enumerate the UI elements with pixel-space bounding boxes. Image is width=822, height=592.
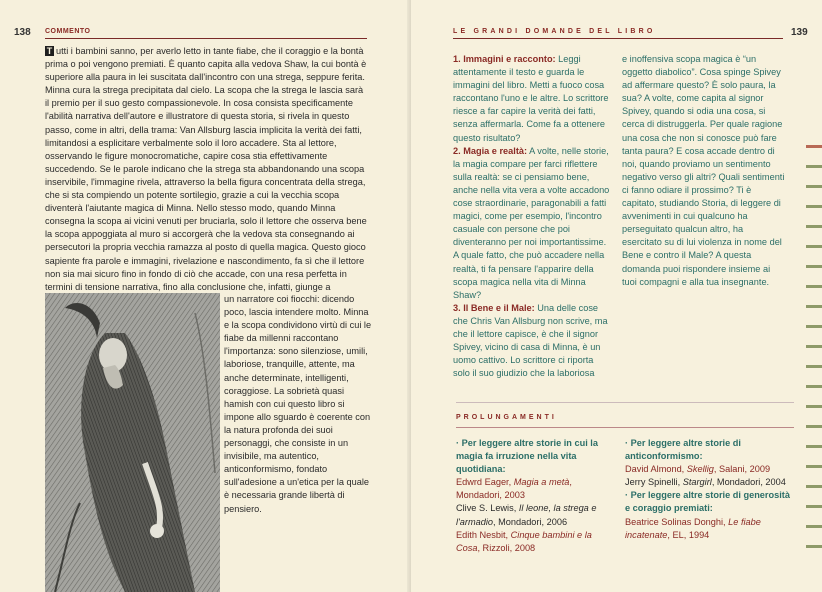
extensions-column-1: · Per leggere altre storie in cui la magia fa irruzione nella vita quotidiana: Edwrd Eager, Magia a metà, Mondadori, 2003 Clive S. Lewis, Il leone, la strega e l'armadio, Mondadori, 2006 Edith Nesbit, Cinque bambini e la Cosa, Rizzoli, 2008 — [456, 438, 598, 553]
extensions-rule — [456, 427, 794, 428]
extensions-2-heading: Per leggere altre storie di anticonformismo: — [625, 438, 741, 462]
decorative-margin-stripes — [806, 145, 822, 565]
questions-column-2: e inoffensiva scopa magica è “un oggetto diabolico”. Cosa spinge Spivey ad affermare questo? È solo paura, la sua? A volte, come capita al signor Spivey, quando si odia una cosa, si cerca di distruggerla. Per quale ragione una cosa che non si conosce può fare tanta paura? E cosa accade dentro di noi, quando proviamo un sentimento negativo verso gli altri? Quali sentimenti ci fanno odiare il prossimo? Ti è capitato, studiando Storia, di leggere di avvenimenti in cui qualcuno ha perseguitato qualcun altro, ha esercitato su di lui violenza in nome del Bene e contro il Male? A questa domanda puoi rispondere insieme ai tuoi compagni e alla tua insegnante. — [622, 54, 785, 287]
bullet: · — [625, 438, 631, 448]
question-2-text: A volte, nelle storie, la magia compare per farci riflettere sulla realtà: se ci pensiamo bene, anche nella vita vera a volte accadono cose straordinarie, paragonabili a fatti magici, come per esempio, l'incontro casuale con persone che poi diventeranno per noi importantissime. A quale fatto, che può accadere nella realtà, ti fa pensare l'apparire della scopa magica nella vita di Minna Shaw? — [453, 145, 610, 300]
question-1-text: Leggi attentamente il testo e guarda le immagini del libro. Metti a fuoco cosa raccontano l'uno e le altre. Lo scrittore riesce a far capire la verità dei fatti, senza affermarla. Come fa a ottenere questo risultato? — [453, 54, 609, 143]
extensions-column-2: · Per leggere altre storie di anticonformismo: David Almond, Skellig, Salani, 2009 Jerry Spinelli, Stargirl, Mondadori, 2004 · Per leggere altre storie di generosità e coraggio premiati: Beatrice Solinas Donghi, Le fiabe incatenate, EL, 1994 — [625, 438, 790, 540]
extensions-header: PROLUNGAMENTI — [456, 414, 557, 421]
header-rule-right — [453, 38, 783, 39]
witch-illustration-drawing — [45, 293, 220, 592]
extensions-3-heading: Per leggere altre storie di generosità e coraggio premiati: — [625, 490, 790, 514]
right-page — [411, 0, 822, 592]
question-3-lead: 3. Il Bene e il Male: — [453, 302, 535, 313]
question-2-lead: 2. Magia e realtà: — [453, 145, 528, 156]
commento-paragraph-wide: T utti i bambini sanno, per averlo letto in tante fiabe, che il coraggio e la bontà prima o poi vengono premiati. È quanto capita alla vedova Shaw, la cui bontà è superiore alla paura in lei suscitata dall'incontro con una strega, seppure ferita. Minna cura la strega precipitata dal cielo. La scopa che la strega le lascia sarà il premio per il suo gesto compassionevole. In cosa consista specificamente l'abilità narrativa dell'autore e illustratore di questa storia, si rivela in questo passo, come in altri, della trama: Van Allsburg lascia implicita la verità dei fatti, limitandosi a esplicitare verbalmente solo il loro accadere. Sta al lettore, osservando le figure monocromatiche, capire cosa stia effettivamente succedendo. Se le parole indicano che la strega sta abbandonando una scopa inservibile, l'immagine rivela, attraverso la bella figura concentrata della strega, che si sta compiendo un potente sortilegio, grazie a cui la vecchia scopa diventerà l'aiutante magica di Minna. Nello stesso modo, quando Minna consegna la scopa ai vicini venuti per bruciarla, solo il lettore che osserva bene la scopa appoggiata al muro si accorgerà che la vedova sta consegnando ai persecutori la propria vecchia ramazza al posto di quella magica. Questo gioco sapiente fra parole e immagini, rivelazione e nascondimento, fa sì che il lettore non sia mai sicuro fino in fondo di ciò che accade, con una resa perfetta in termini di tensione narrativa, fino alla conclusione che, infatti, giunge a — [45, 46, 367, 292]
header-rule-left — [45, 38, 367, 39]
witch-illustration — [45, 293, 220, 592]
question-1-lead: 1. Immagini e racconto: — [453, 54, 556, 64]
extensions-1-heading: Per leggere altre storie in cui la magia fa irruzione nella vita quotidiana: — [456, 438, 598, 475]
question-3-text: Una delle cose che Chris Van Allsburg non scrive, ma che il lettore capisce, è che il signor Spivey, vicino di casa di Minna, è un uomo cattivo. Lo scrittore ci riporta solo il suo giudizio che la laboriosa — [453, 302, 608, 379]
page-number-left: 138 — [14, 27, 31, 38]
dropcap: T — [46, 46, 53, 56]
extensions-top-rule — [456, 402, 794, 403]
bullet: · — [625, 490, 631, 501]
questions-column-1 — [453, 53, 611, 380]
page-number-right: 139 — [791, 27, 808, 38]
commento-paragraph-narrow: un narratore coi fiocchi: dicendo poco, lascia intendere molto. Minna e la scopa condividono virtù di cui le fiabe da millenni raccontano l'importanza: sono silenziose, umili, laboriose, tranquille, attente, ma anche determinate, intelligenti, coraggiose. La sobrietà quasi hamish con cui questo libro si impone allo sguardo è coerente con la natura profonda dei suoi personaggi, che consiste in un invisibile, ma autentico, anticonformismo, fondato sull'adesione a un'etica per la quale è necessaria grande libertà di pensiero. — [224, 294, 372, 514]
bullet: · — [456, 438, 462, 448]
section-label-commento: COMMENTO — [45, 28, 91, 35]
header-grandi-domande: LE GRANDI DOMANDE DEL LIBRO — [453, 28, 656, 35]
